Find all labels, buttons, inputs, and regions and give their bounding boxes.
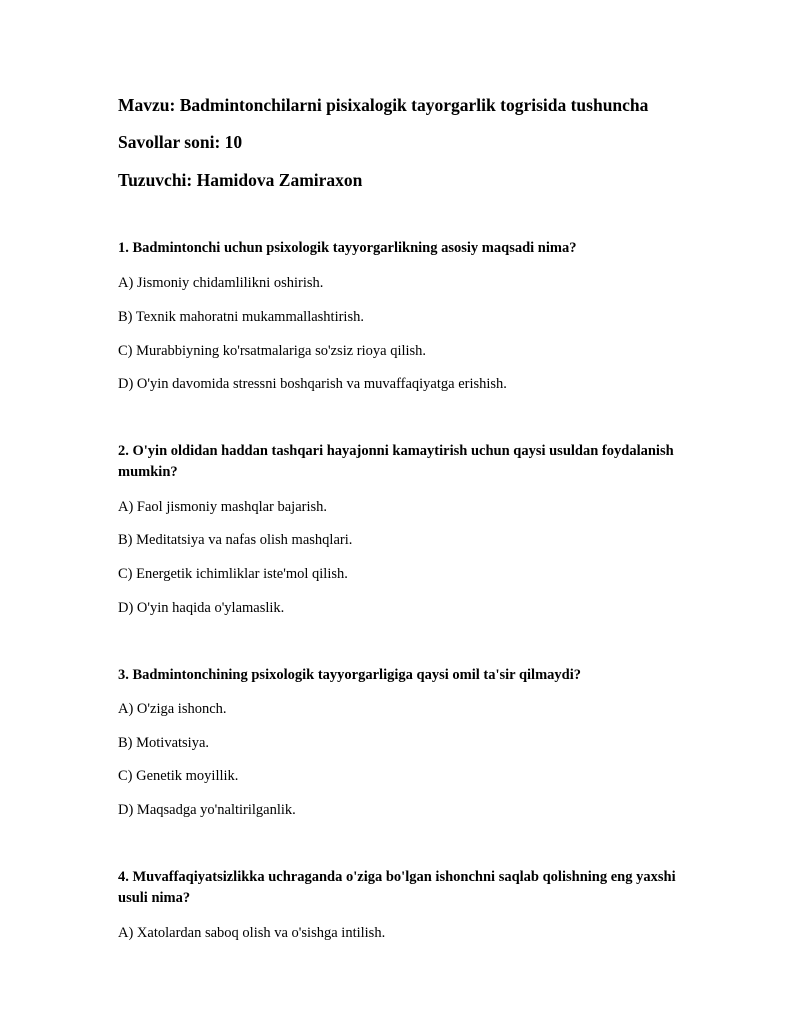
question-1-option-a: A) Jismoniy chidamlilikni oshirish. (118, 275, 324, 291)
question-4-title: 4. Muvaffaqiyatsizlikka uchraganda o'ziga bo'lgan ishonchni saqlab qolishning eng yaxshi usuli nima? (118, 869, 676, 906)
question-3-option-c: C) Genetik moyillik. (118, 768, 239, 784)
question-2-option-c: C) Energetik ichimliklar iste'mol qilish. (118, 566, 348, 582)
author-heading: Tuzuvchi: Hamidova Zamiraxon (118, 170, 363, 190)
question-3-option-b: B) Motivatsiya. (118, 735, 210, 751)
question-1-title: 1. Badmintonchi uchun psixologik tayyorgarlikning asosiy maqsadi nima? (118, 240, 577, 256)
topic-heading: Mavzu: Badmintonchilarni pisixalogik tayorgarlik togrisida tushuncha (118, 95, 649, 115)
question-3-option-d: D) Maqsadga yo'naltirilganlik. (118, 802, 296, 818)
question-3-option-a: A) O'ziga ishonch. (118, 701, 227, 717)
question-1-option-c: C) Murabbiyning ko'rsatmalariga so'zsiz rioya qilish. (118, 343, 427, 359)
question-1-option-d: D) O'yin davomida stressni boshqarish va muvaffaqiyatga erishish. (118, 376, 507, 392)
question-2-title: 2. O'yin oldidan haddan tashqari hayajonni kamaytirish uchun qaysi usuldan foydalanish mumkin? (118, 443, 674, 480)
question-4-option-a: A) Xatolardan saboq olish va o'sishga intilish. (118, 925, 386, 941)
question-1-option-b: B) Texnik mahoratni mukammallashtirish. (118, 309, 364, 325)
question-2-option-b: B) Meditatsiya va nafas olish mashqlari. (118, 532, 353, 548)
question-3-title: 3. Badmintonchining psixologik tayyorgarligiga qaysi omil ta'sir qilmaydi? (118, 667, 581, 683)
question-count-heading: Savollar soni: 10 (118, 132, 243, 152)
question-2-option-a: A) Faol jismoniy mashqlar bajarish. (118, 499, 328, 515)
question-2-option-d: D) O'yin haqida o'ylamaslik. (118, 600, 285, 616)
